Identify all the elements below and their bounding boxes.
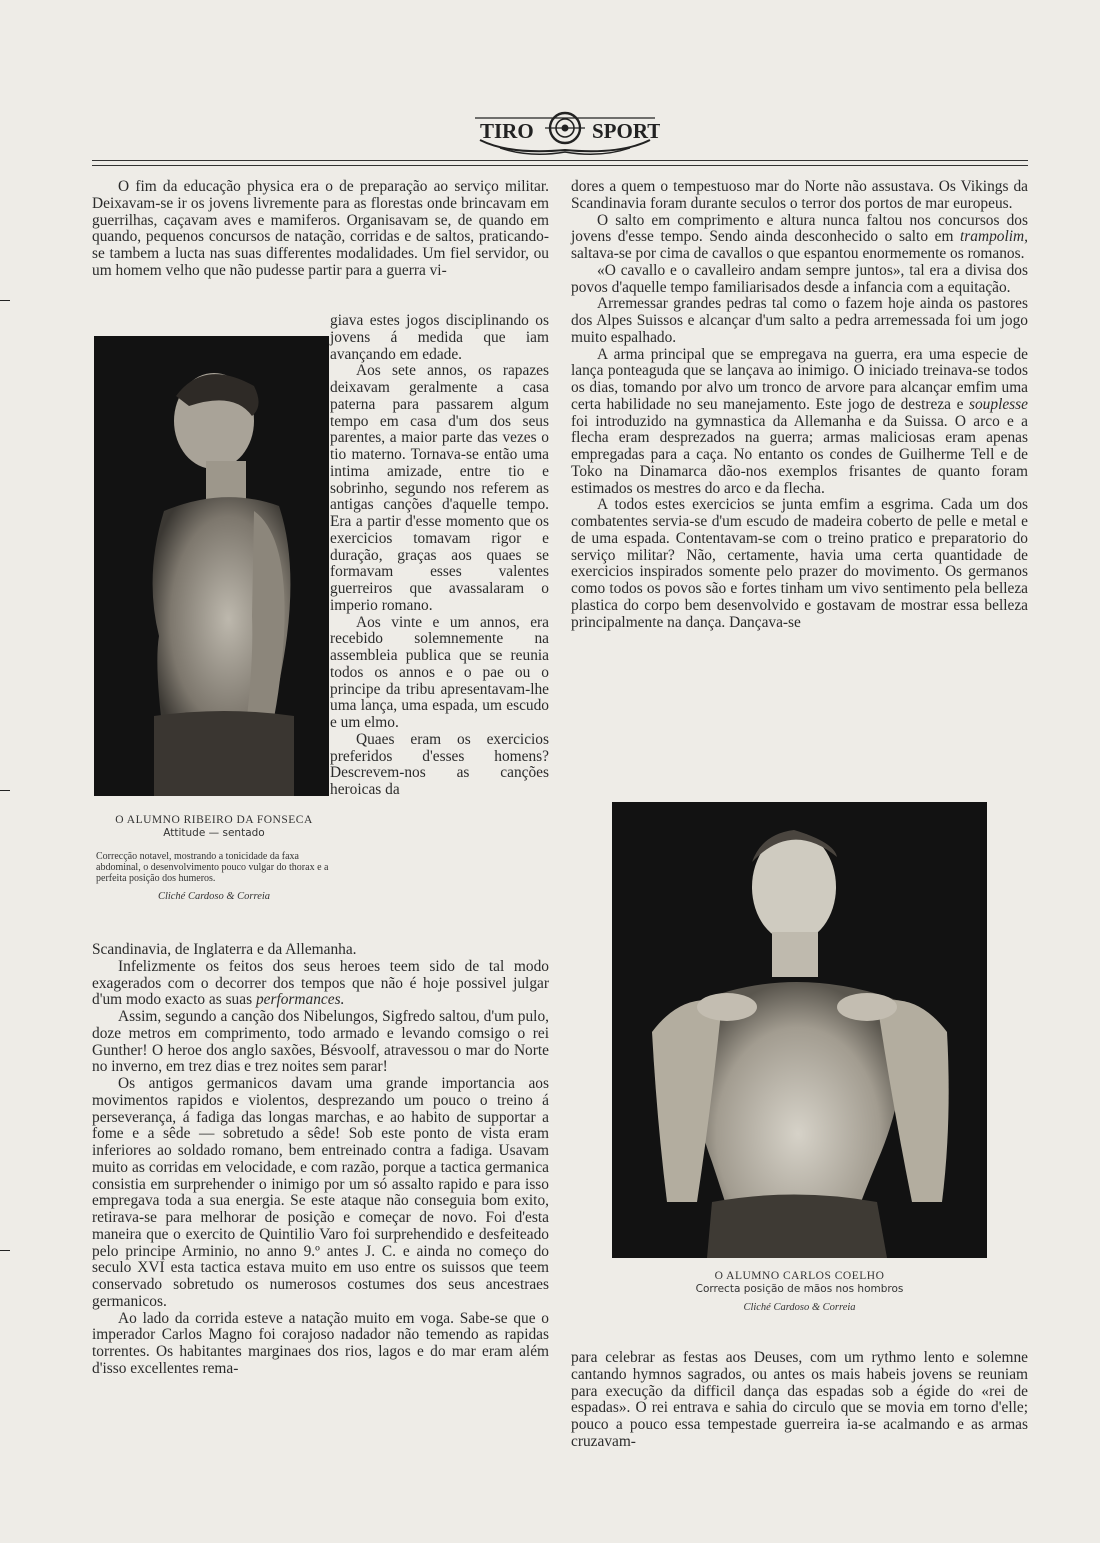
- right-column-bottom-text: [571, 1350, 1028, 1451]
- paragraph-text: O salto em comprimento e altura nunca faltou nos concursos dos jovens d'esse tempo. Sendo ainda desconhecido o salto em: [571, 211, 1028, 246]
- paragraph: Arremessar grandes pedras tal como o fazem hoje ainda os pastores dos Alpes Suissos e alcançar d'um salto a pedra arremessada foi um jogo muito espalhado.: [571, 295, 1028, 346]
- paragraph: Assim, segundo a canção dos Nibelungos, Sigfredo saltou, d'um pulo, doze metros em comprimento, todo armado e levando comsigo o rei Gunther! O heroe dos anglo saxões, Bésvoolf, atravessou o mar do Norte no inverno, em trez dias e trez noites sem parar!: [92, 1008, 549, 1076]
- italic-word: souplesse: [969, 395, 1028, 413]
- paragraph: Ao lado da corrida esteve a natação muito em voga. Sabe-se que o imperador Carlos Magno foi corajoso nadador não temendo as rapidas torrentes. Os habitantes marginaes dos rios, lagos e do mar eram além d'isso excellentes rema-: [92, 1309, 549, 1377]
- caption-description: Correcção notavel, mostrando a tonicidade da faxa abdominal, o desenvolvimento pouco vulgar do thorax e a perfeita posição dos humeros.: [96, 851, 329, 884]
- paragraph: Scandinavia, de Inglaterra e da Allemanha.: [92, 941, 357, 958]
- paragraph: Quaes eram os exercicios preferidos d'esses homens? Descrevem-nos as canções heroicas da: [330, 730, 549, 798]
- left-column-bottom-text: [92, 942, 549, 1378]
- masthead-right-letters: SPORT: [592, 119, 660, 143]
- italic-word: performances.: [255, 991, 345, 1009]
- left-column-top-text: [92, 179, 549, 280]
- paragraph: O fim da educação physica era o de preparação ao serviço militar. Deixavam-se ir os jovens livremente para as florestas onde brincavam em guerrilhas, caçavam aves e mamiferos. Organisavam se, de quando em quando, pequenos concursos de natação, corridas e de saltos, praticando-se tambem a lucta nas suas differentes modalidades. Um fiel servidor, ou um homem velho que não pudesse partir para a guerra vi-: [92, 178, 549, 279]
- margin-mark: [0, 790, 10, 791]
- photo-ribeiro-da-fonseca: [94, 336, 329, 796]
- left-column-narrow-text: [330, 313, 549, 799]
- masthead-logo: [470, 100, 660, 158]
- caption-credit: Cliché Cardoso & Correia: [743, 1302, 856, 1313]
- paragraph: «O cavallo e o cavalleiro andam sempre juntos», tal era a divisa dos povos d'aquelle tempo familiarisados desde a infancia com a equitação.: [571, 261, 1028, 296]
- caption-subtitle: Correcta posição de mãos nos hombros: [695, 1283, 904, 1295]
- seated-athlete-photo: [94, 336, 329, 796]
- paragraph: [571, 347, 1028, 498]
- right-column-top-text: [571, 179, 1028, 631]
- paragraph: giava estes jogos disciplinando os jovens á medida que iam avançando em edade.: [330, 312, 549, 363]
- standing-athlete-photo: [612, 802, 987, 1258]
- masthead-left-letters: TIRO: [480, 119, 534, 143]
- paragraph-text: foi introduzido na gymnastica da Allemanha e da Suissa. O arco e a flecha eram desprezados na guerra; armas maliciosas eram apenas empregadas para a caça. No entanto os condes de Guilherme Tell e de Toko na Dinamarca dão-nos exemplos frisantes de quanto foram estimados os mestres do arco e da flecha.: [571, 412, 1028, 497]
- paragraph-text: saltava-se por cima de cavallos o que espantou enormemente os romanos.: [571, 245, 1025, 262]
- margin-mark: [0, 1250, 10, 1251]
- paragraph: Aos vinte e um annos, era recebido solemnemente na assembleia publica que se reunia todos os annos e o pae ou o principe da tribu apresentavam-lhe uma lança, uma espada, um escudo e um elmo.: [330, 613, 549, 731]
- paragraph: Aos sete annos, os rapazes deixavam geralmente a casa paterna para passarem algum tempo em casa d'um dos seus parentes, a maior parte das vezes o tio materno. Tornava-se então uma intima amizade, entre tio e sobrinho, segundo nos referem as antigas canções d'aquelle tempo. Era a partir d'esse momento que os exercicios tomavam rigor e duração, graças aos quaes se formavam esses valentes guerreiros que avassalaram o imperio romano.: [330, 362, 549, 614]
- paragraph-text: Infelizmente os feitos dos seus heroes teem sido de tal modo exagerados com o decorrer dos tempos que não é hoje possivel julgar d'um modo exacto as suas: [92, 957, 549, 1009]
- header-rule-thin: [92, 165, 1028, 166]
- paragraph: para celebrar as festas aos Deuses, com um rythmo lento e solemne cantando hymnos sagrados, ou antes os mais habeis jovens se reuniam para execução da difficil dança das espadas sob a égide do «rei de espadas». O rei entrava e sahia do circulo que se movia em torno d'elle; pouco a pouco essa tempestade guerreira ia-se acalmando e as armas cruzavam-: [571, 1349, 1028, 1450]
- paragraph: dores a quem o tempestuoso mar do Norte não assustava. Os Vikings da Scandinavia foram durante seculos o terror dos portos de mar europeus.: [571, 178, 1028, 212]
- caption-title: O ALUMNO CARLOS COELHO: [714, 1270, 885, 1282]
- caption-title: O ALUMNO RIBEIRO DA FONSECA: [115, 814, 313, 826]
- photo2-caption: [612, 1270, 987, 1313]
- paragraph: A todos estes exercicios se junta emfim a esgrima. Cada um dos combatentes servia-se d'um escudo de madeira coberto de pelle e metal e de uma espada. Contentavam-se com o treino pratico e preparatorio do serviço militar? Não, certamente, havia uma certa quantidade de exercicios inspirados somente pelo prazer do movimento. Os germanos como todos os povos são e fortes tinham um vivo sentimento pela belleza plastica do corpo bem desenvolvido e gostavam de mostrar essa belleza principalmente na dança. Dançava-se: [571, 496, 1028, 631]
- header-rule-thick: [92, 160, 1028, 161]
- margin-mark: [0, 300, 10, 301]
- paragraph: Os antigos germanicos davam uma grande importancia aos movimentos rapidos e violentos, desprezando um pouco o treino á perseverança, á fadiga das longas marchas, e ao habito de supportar a fome e a sêde — sobretudo a sêde! Sob este ponto de vista eram inferiores ao soldado romano, bem entreinado contra a fadiga. Usavam muito as corridas em velocidade, e com razão, porque a tactica germanica consistia em surprehender o inimigo por um só assalto rapido e para isso empregava toda a sua energia. Se este ataque não conseguia bom exito, retirava-se para melhorar de posição e começar de novo. Foi d'esta maneira que o exercito de Quintilio Varo foi surprehendido e desfeiteado pelo principe Arminio, no anno 9.º antes J. C. e ainda no começo do seculo XVI esta tactica estava muito em uso entre os suissos que teem conservado sobretudo os numerosos costumes dos seus ancestraes germanicos.: [92, 1075, 549, 1310]
- photo-carlos-coelho: [612, 802, 987, 1258]
- photo1-caption: [94, 814, 334, 902]
- paragraph: [571, 213, 1028, 263]
- masthead-logo-graphic: [470, 100, 660, 158]
- paragraph: [92, 959, 549, 1009]
- paragraph-text: A arma principal que se empregava na guerra, era uma especie de lança ponteaguda que se lançava ao inimigo. O iniciado treinava-se todos os dias, tomando por alvo um tronco de arvore para alcançar emfim uma certa habilidade no seu manejamento. Este jogo de destreza e: [571, 345, 1028, 413]
- italic-word: trampolim,: [960, 228, 1028, 246]
- caption-subtitle: Attitude — sentado: [163, 827, 265, 839]
- caption-credit: Cliché Cardoso & Correia: [157, 891, 271, 902]
